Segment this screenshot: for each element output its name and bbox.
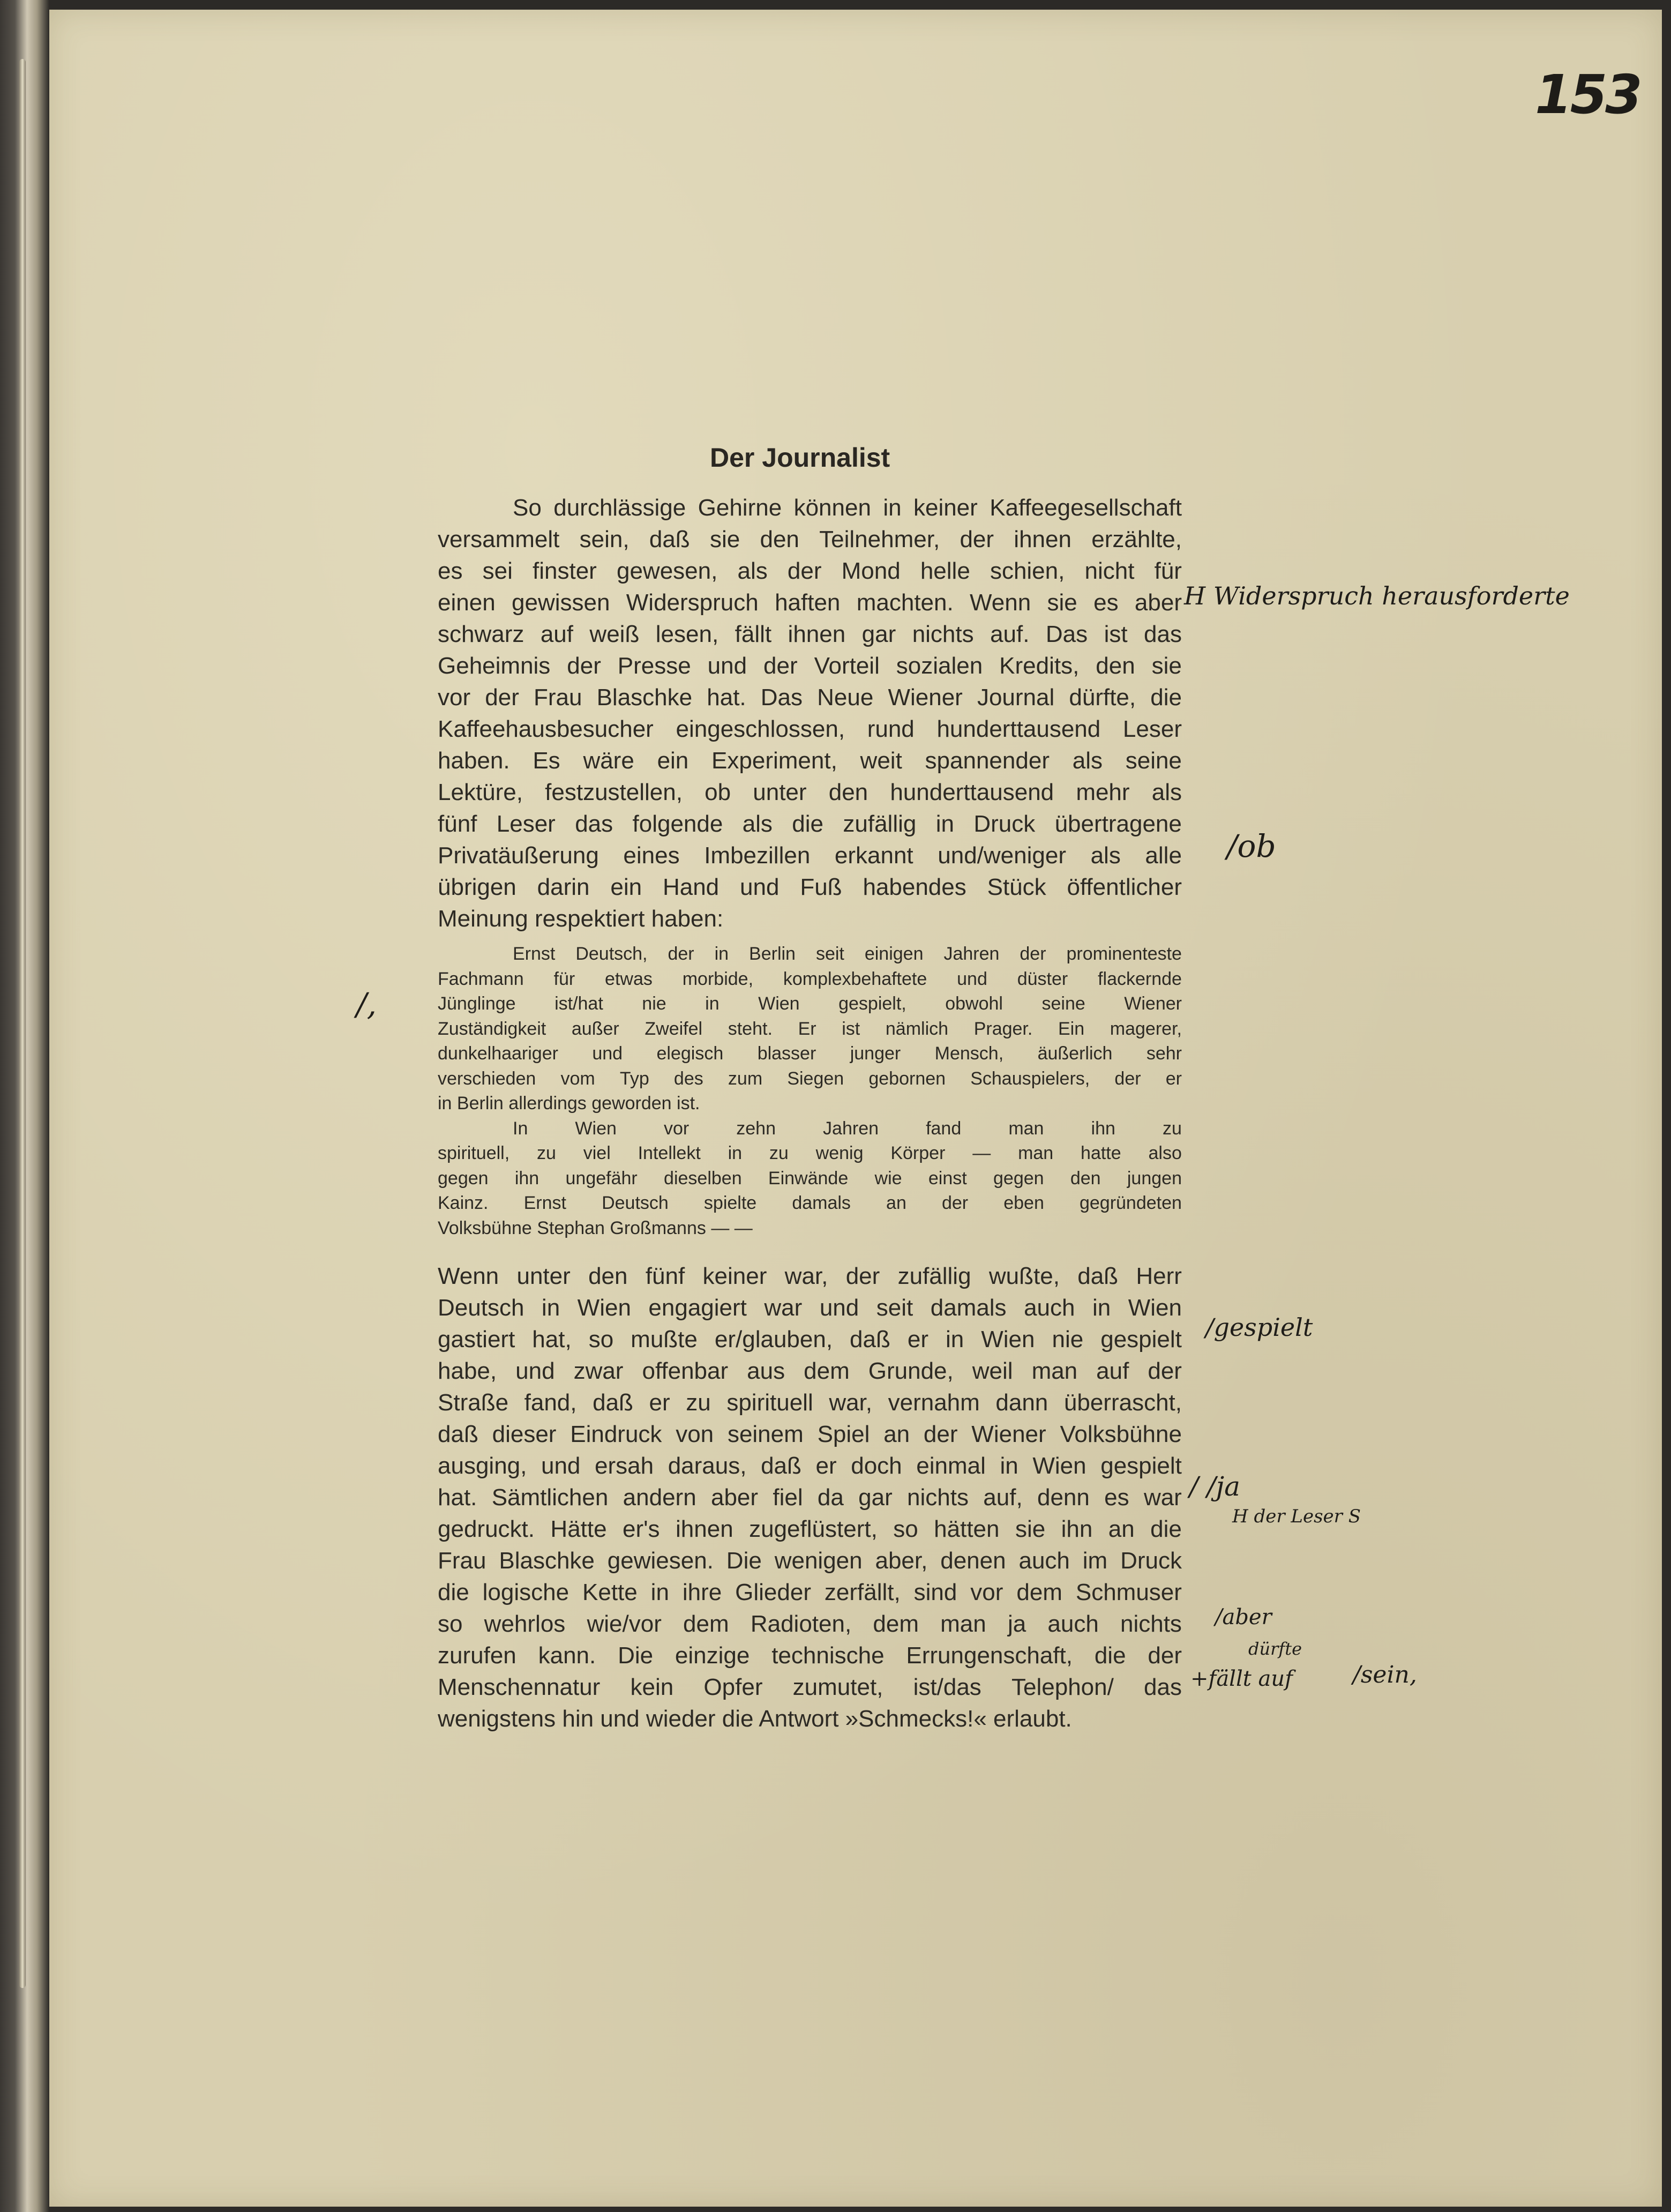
text-line: daß dieser Eindruck von seinem Spiel an der Wiener Volksbühne <box>438 1421 1182 1447</box>
margin-note: H der Leser S <box>1232 1506 1361 1527</box>
text-line: Jünglinge ist/hat nie in Wien gespielt, obwohl seine Wiener <box>438 993 1182 1014</box>
text-line: wenigstens hin und wieder die Antwort »Schmecks!« erlaubt. <box>438 1706 1072 1732</box>
text-line: Privatäußerung eines Imbezillen erkannt und/weniger als alle <box>438 842 1182 869</box>
text-line: Volksbühne Stephan Großmanns — — <box>438 1217 753 1238</box>
text-line: fünf Leser das folgende als die zufällig in Druck übertragene <box>438 811 1182 837</box>
paragraph-2 <box>438 1260 1182 1735</box>
text-line: einen gewissen Widerspruch haften machten. Wenn sie es aber <box>438 589 1182 616</box>
text-line: gedruckt. Hätte er's ihnen zugeflüstert, so hätten sie ihn an die <box>438 1516 1182 1542</box>
text-line: Ernst Deutsch, der in Berlin seit einigen Jahren der prominenteste <box>513 944 1182 964</box>
text-line: versammelt sein, daß sie den Teilnehmer, der ihnen erzählte, <box>438 526 1182 552</box>
text-line: spirituell, zu viel Intellekt in zu wenig Körper — man hatte also <box>438 1143 1182 1163</box>
paragraph-1 <box>438 492 1182 935</box>
text-line: hat. Sämtlichen andern aber fiel da gar nichts auf, denn es war <box>438 1484 1182 1511</box>
text-line: habe, und zwar offenbar aus dem Grunde, weil man auf der <box>438 1358 1182 1384</box>
margin-note: dürfte <box>1248 1639 1302 1659</box>
text-line: es sei finster gewesen, als der Mond helle schien, nicht für <box>438 558 1182 584</box>
text-line: Geheimnis der Presse und der Vorteil sozialen Kredits, den sie <box>438 653 1182 679</box>
text-line: die logische Kette in ihre Glieder zerfällt, sind vor dem Schmuser <box>438 1579 1182 1605</box>
text-line: verschieden vom Typ des zum Siegen gebornen Schauspielers, der er <box>438 1068 1182 1089</box>
text-line: Menschennatur kein Opfer zumutet, ist/das Telephon/ das <box>438 1674 1182 1700</box>
text-line: Frau Blaschke gewiesen. Die wenigen aber, denen auch im Druck <box>438 1548 1182 1574</box>
page-title: Der Journalist <box>710 443 890 473</box>
text-line: ausging, und ersah daraus, daß er doch einmal in Wien gespielt <box>438 1453 1182 1479</box>
text-line: Wenn unter den fünf keiner war, der zufällig wußte, daß Herr <box>438 1263 1182 1289</box>
text-line: haben. Es wäre ein Experiment, weit spannender als seine <box>438 748 1182 774</box>
text-line: Kaffeehausbesucher eingeschlossen, rund hunderttausend Leser <box>438 716 1182 742</box>
text-line: Fachmann für etwas morbide, komplexbehaftete und düster flackernde <box>438 968 1182 989</box>
text-line: Kainz. Ernst Deutsch spielte damals an der eben gegründeten <box>438 1193 1182 1213</box>
text-line: übrigen darin ein Hand und Fuß habendes Stück öffentlicher <box>438 874 1182 900</box>
margin-note: +fällt auf <box>1190 1667 1293 1691</box>
margin-note: / /ja <box>1189 1471 1240 1502</box>
text-line: Lektüre, festzustellen, ob unter den hunderttausend mehr als <box>438 779 1182 805</box>
margin-note: /aber <box>1215 1605 1272 1630</box>
text-line: In Wien vor zehn Jahren fand man ihn zu <box>513 1118 1182 1139</box>
margin-note: /, <box>356 986 377 1022</box>
text-line: zurufen kann. Die einzige technische Errungenschaft, die der <box>438 1642 1182 1669</box>
text-line: vor der Frau Blaschke hat. Das Neue Wiener Journal dürfte, die <box>438 684 1182 711</box>
text-line: schwarz auf weiß lesen, fällt ihnen gar nichts auf. Das ist das <box>438 621 1182 647</box>
text-line: Deutsch in Wien engagiert war und seit damals auch in Wien <box>438 1295 1182 1321</box>
margin-note: /gespielt <box>1205 1313 1313 1342</box>
text-line: dunkelhaariger und elegisch blasser junger Mensch, äußerlich sehr <box>438 1043 1182 1064</box>
text-line: So durchlässige Gehirne können in keiner Kaffeegesellschaft <box>513 495 1182 521</box>
text-line: gastiert hat, so mußte er/glauben, daß er in Wien nie gespielt <box>438 1326 1182 1352</box>
margin-note: /ob <box>1227 828 1276 864</box>
page-number: 153 <box>1535 63 1640 126</box>
quoted-passage <box>438 941 1182 1240</box>
text-line: Zuständigkeit außer Zweifel steht. Er ist nämlich Prager. Ein magerer, <box>438 1018 1182 1039</box>
margin-note: /sein, <box>1353 1661 1417 1688</box>
text-line: Straße fand, daß er zu spirituell war, vernahm dann überrascht, <box>438 1389 1182 1416</box>
text-line: Meinung respektiert haben: <box>438 906 724 932</box>
margin-note: H Widerspruch herausforderte <box>1184 581 1570 610</box>
text-line: gegen ihn ungefähr dieselben Einwände wie einst gegen den jungen <box>438 1168 1182 1189</box>
binding-edge <box>19 59 26 1988</box>
text-line: in Berlin allerdings geworden ist. <box>438 1093 700 1114</box>
text-line: so wehrlos wie/vor dem Radioten, dem man ja auch nichts <box>438 1611 1182 1637</box>
